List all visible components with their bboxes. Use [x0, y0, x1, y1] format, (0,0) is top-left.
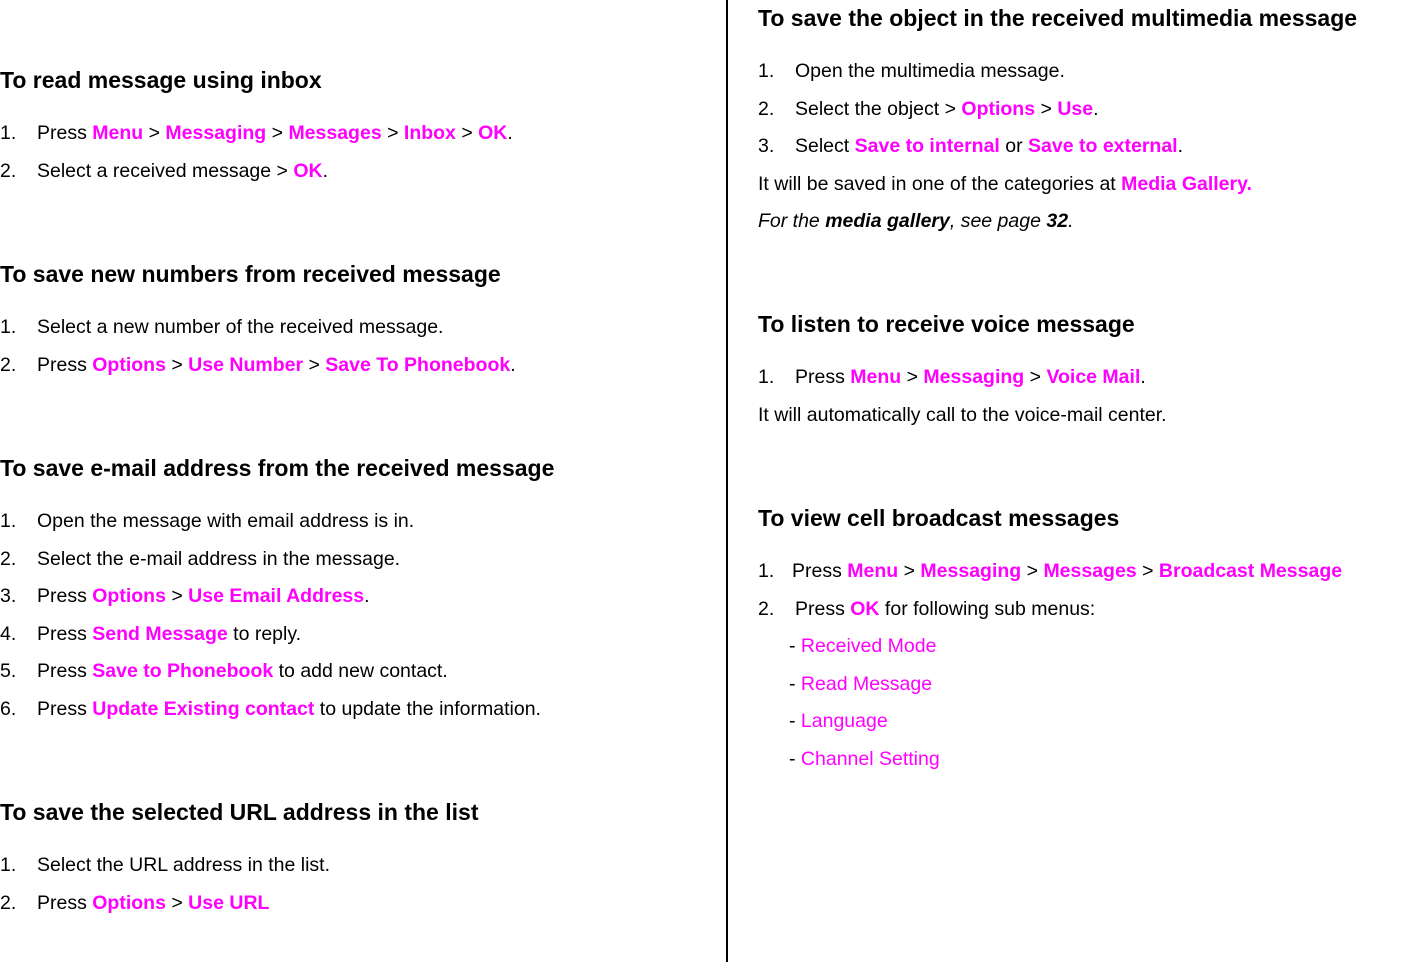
separator: >	[1136, 560, 1159, 582]
section-save-numbers	[0, 260, 720, 384]
menu-term: Broadcast Message	[1158, 560, 1343, 582]
step-item	[0, 578, 720, 616]
step-item	[0, 503, 720, 541]
step-text: .	[364, 585, 370, 608]
separator: >	[1021, 560, 1044, 582]
step-text: Select the URL address in the list.	[37, 854, 331, 876]
step-number: 3.	[758, 135, 775, 158]
step-text: Select a received message >	[37, 159, 294, 182]
menu-term: Save to Phonebook	[92, 660, 274, 683]
step-number: 4.	[0, 622, 17, 645]
step-number: 2.	[0, 159, 17, 182]
separator: >	[898, 560, 921, 582]
note-text: It will be saved in one of the categories at	[758, 172, 1122, 195]
step-number: 1.	[758, 560, 775, 582]
column-divider	[726, 0, 728, 962]
step-number: 1.	[0, 316, 17, 338]
menu-term: Menu	[847, 560, 899, 582]
submenu-dash: -	[789, 747, 801, 770]
menu-term: Update Existing contact	[92, 697, 315, 720]
menu-term: Messages	[288, 122, 382, 144]
step-text: Press	[37, 891, 93, 914]
page-reference	[758, 203, 1408, 241]
menu-term: Menu	[850, 366, 902, 388]
step-text: to add new contact.	[273, 660, 448, 683]
section-heading: To save the object in the received multimedia message	[758, 5, 1358, 31]
menu-term: Voice Mail	[1046, 366, 1141, 388]
section-cell-broadcast	[758, 504, 1408, 779]
separator: >	[303, 353, 326, 376]
step-item	[0, 847, 720, 885]
step-item	[0, 115, 720, 153]
step-item	[0, 691, 720, 729]
section-save-object	[758, 4, 1408, 241]
step-number: 2.	[758, 597, 775, 620]
section-voice-message	[758, 310, 1408, 434]
step-item	[758, 359, 1408, 397]
step-text: Select the object >	[795, 97, 962, 120]
step-text: Press	[37, 353, 93, 376]
step-text: Press	[37, 697, 93, 720]
menu-term: OK	[850, 597, 880, 620]
step-text: Press	[792, 560, 848, 582]
section-heading: To save the selected URL address in the list	[0, 799, 479, 825]
separator: >	[1024, 366, 1047, 388]
step-item	[758, 128, 1408, 166]
submenu-item	[758, 628, 1408, 666]
step-item	[758, 591, 1408, 629]
section-heading: To view cell broadcast messages	[758, 505, 1120, 531]
menu-term: Messages	[1043, 560, 1137, 582]
step-number: 2.	[758, 97, 775, 120]
step-number: 2.	[0, 353, 17, 376]
note-line	[758, 166, 1408, 204]
step-text: Open the message with email address is in.	[37, 510, 415, 532]
submenu-label: Language	[800, 710, 888, 733]
note-text: , see page	[949, 210, 1047, 233]
step-item	[0, 153, 720, 191]
step-item	[758, 91, 1408, 129]
step-number: 1.	[0, 122, 17, 144]
menu-term: Messaging	[165, 122, 267, 144]
step-number: 3.	[0, 585, 17, 608]
section-read-inbox	[0, 66, 720, 190]
step-item	[0, 309, 720, 347]
separator: >	[165, 585, 189, 608]
submenu-item	[758, 703, 1408, 741]
step-text: .	[510, 353, 516, 376]
submenu-dash: -	[789, 635, 801, 658]
menu-term: Media Gallery.	[1121, 172, 1252, 195]
step-text: Press	[37, 622, 93, 645]
note-line: It will automatically call to the voice-mail center.	[758, 403, 1167, 426]
reference-term: media gallery	[825, 210, 950, 233]
section-heading: To read message using inbox	[0, 67, 322, 93]
separator: >	[455, 122, 479, 144]
step-text: Select	[795, 135, 855, 158]
menu-term: Options	[961, 97, 1036, 120]
submenu-item	[758, 666, 1408, 704]
step-item	[758, 53, 1408, 91]
section-heading: To save new numbers from received message	[0, 261, 501, 287]
menu-term: Messaging	[923, 366, 1025, 388]
step-text: Press	[37, 122, 93, 144]
step-number: 5.	[0, 660, 17, 683]
separator: >	[901, 366, 924, 388]
step-text: .	[507, 122, 513, 144]
menu-term: Options	[92, 585, 166, 608]
step-number: 2.	[0, 891, 17, 914]
step-text: .	[1093, 97, 1099, 120]
section-save-email	[0, 454, 720, 729]
step-item	[0, 653, 720, 691]
section-heading: To listen to receive voice message	[758, 311, 1135, 337]
section-heading: To save e-mail address from the received message	[0, 455, 555, 481]
step-text: to update the information.	[314, 697, 541, 720]
submenu-dash: -	[789, 710, 801, 733]
menu-term: Use URL	[188, 891, 270, 914]
menu-term: OK	[293, 159, 323, 182]
step-item	[0, 885, 720, 923]
submenu-label: Read Message	[800, 672, 933, 695]
step-text: Press	[37, 660, 93, 683]
submenu-label: Channel Setting	[800, 747, 940, 770]
separator: >	[143, 122, 166, 144]
menu-term: Inbox	[403, 122, 456, 144]
menu-term: Use Number	[188, 353, 304, 376]
menu-term: Messaging	[920, 560, 1022, 582]
separator: >	[165, 353, 189, 376]
menu-term: Use Email Address	[188, 585, 365, 608]
step-item	[0, 347, 720, 385]
step-text: .	[322, 159, 329, 182]
step-number: 1.	[758, 60, 775, 82]
submenu-label: Received Mode	[800, 635, 937, 658]
step-text: Press	[37, 585, 93, 608]
separator: >	[1035, 97, 1058, 120]
menu-term: Send Message	[92, 622, 228, 645]
separator: >	[165, 891, 189, 914]
step-text: Select the e-mail address in the message.	[37, 547, 401, 570]
menu-term: Use	[1057, 97, 1094, 120]
menu-term: Menu	[92, 122, 144, 144]
step-text: to reply.	[227, 622, 302, 645]
menu-term: OK	[478, 122, 508, 144]
step-text: .	[1177, 135, 1184, 158]
step-number: 6.	[0, 697, 17, 720]
menu-term: Options	[92, 891, 166, 914]
step-text: Press	[795, 366, 851, 388]
step-text: Press	[795, 597, 851, 620]
step-number: 2.	[0, 547, 17, 570]
menu-term: Save to internal	[854, 135, 1000, 158]
separator: or	[999, 135, 1029, 158]
menu-term: Options	[92, 353, 166, 376]
step-item	[758, 553, 1408, 591]
section-save-url	[0, 798, 720, 922]
menu-term: Save To Phonebook	[325, 353, 511, 376]
submenu-dash: -	[789, 672, 801, 695]
note-text: .	[1068, 210, 1074, 233]
step-text: for following sub menus:	[879, 597, 1096, 620]
step-number: 1.	[0, 854, 17, 876]
page-number: 32	[1046, 210, 1069, 233]
separator: >	[381, 122, 404, 144]
separator: >	[266, 122, 289, 144]
step-item	[0, 616, 720, 654]
step-number: 1.	[0, 510, 17, 532]
step-text: Open the multimedia message.	[795, 60, 1065, 82]
step-item	[0, 541, 720, 579]
step-text: .	[1140, 366, 1146, 388]
note-text: For the	[758, 210, 826, 233]
menu-term: Save to external	[1028, 135, 1178, 158]
submenu-item	[758, 741, 1408, 779]
step-number: 1.	[758, 366, 775, 388]
step-text: Select a new number of the received message.	[37, 316, 444, 338]
